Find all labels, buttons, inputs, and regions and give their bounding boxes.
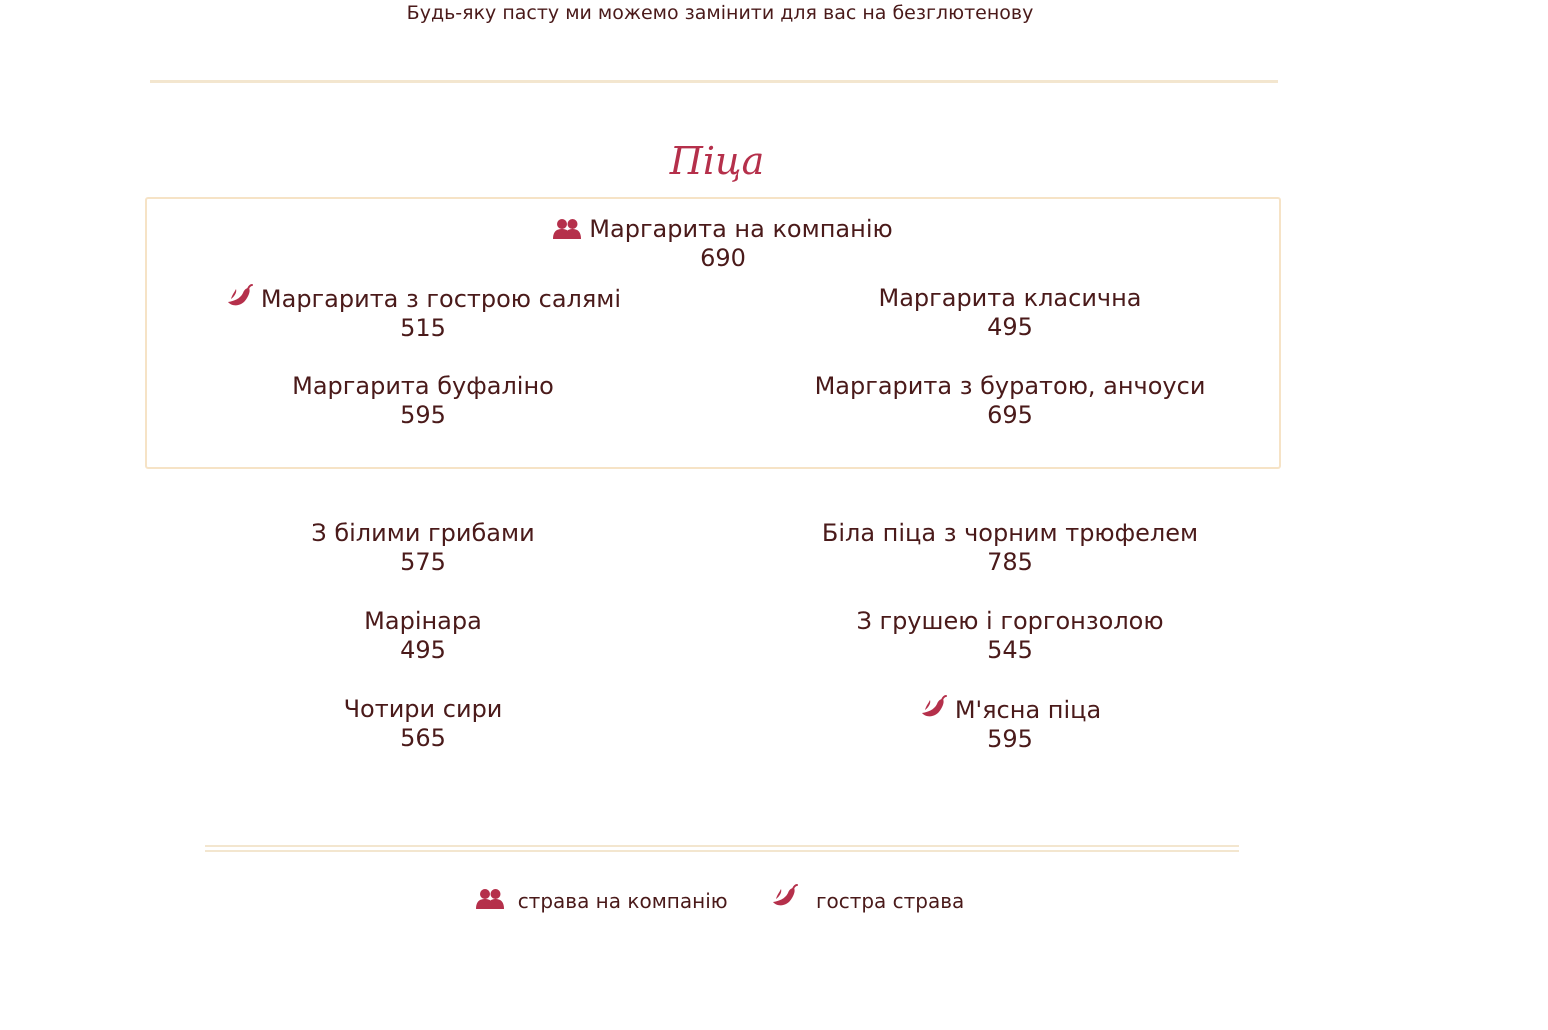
menu-item-price: 495 xyxy=(400,636,446,664)
section-divider-bottom xyxy=(205,845,1239,852)
menu-item-featured xyxy=(443,215,1003,273)
menu-item-price: 595 xyxy=(987,725,1033,753)
group-icon xyxy=(553,218,581,240)
legend-label: страва на компанію xyxy=(517,889,728,913)
menu-item xyxy=(143,372,703,430)
menu-item-name: Біла піца з чорним трюфелем xyxy=(821,519,1199,547)
menu-item-price: 595 xyxy=(400,401,446,429)
menu-item xyxy=(730,372,1290,430)
chili-pepper-icon xyxy=(770,884,798,910)
menu-item-price: 690 xyxy=(700,244,746,272)
menu-item-name: З білими грибами xyxy=(311,519,535,547)
group-icon xyxy=(476,888,504,910)
legend-group xyxy=(476,887,728,915)
menu-item xyxy=(143,519,703,577)
legend-spicy xyxy=(770,884,964,915)
legend-label: гостра страва xyxy=(815,889,965,913)
section-title: Піца xyxy=(669,139,765,183)
menu-item-name: Чотири сири xyxy=(343,695,503,723)
menu-item xyxy=(143,695,703,753)
menu-item-price: 495 xyxy=(987,313,1033,341)
chili-pepper-icon xyxy=(919,695,947,721)
menu-item-name: Маргарита буфаліно xyxy=(292,372,554,400)
chili-pepper-icon xyxy=(225,284,253,310)
menu-item-name: М'ясна піца xyxy=(954,696,1102,724)
menu-item-name: З грушею і горгонзолою xyxy=(856,607,1164,635)
menu-item xyxy=(730,284,1290,342)
menu-item-name: Маргарита з гострою салямі xyxy=(260,285,622,313)
menu-item xyxy=(730,519,1290,577)
gluten-free-note: Будь-яку пасту ми можемо замінити для вас на безглютенову xyxy=(406,2,1034,24)
menu-item-price: 545 xyxy=(987,636,1033,664)
menu-item-price: 785 xyxy=(987,548,1033,576)
menu-item-name: Маргарита з буратою, анчоуси xyxy=(814,372,1206,400)
menu-item xyxy=(730,607,1290,665)
menu-item xyxy=(143,284,703,343)
menu-item xyxy=(143,607,703,665)
menu-item-price: 575 xyxy=(400,548,446,576)
menu-item xyxy=(730,695,1290,754)
menu-item-price: 515 xyxy=(400,314,446,342)
menu-item-name: Маргарита на компанію xyxy=(589,215,893,243)
menu-item-price: 565 xyxy=(400,724,446,752)
legend xyxy=(150,884,1290,915)
menu-item-price: 695 xyxy=(987,401,1033,429)
menu-item-name: Маргарита класична xyxy=(878,284,1142,312)
menu-item-name: Марінара xyxy=(364,607,482,635)
section-divider-top xyxy=(150,80,1278,83)
